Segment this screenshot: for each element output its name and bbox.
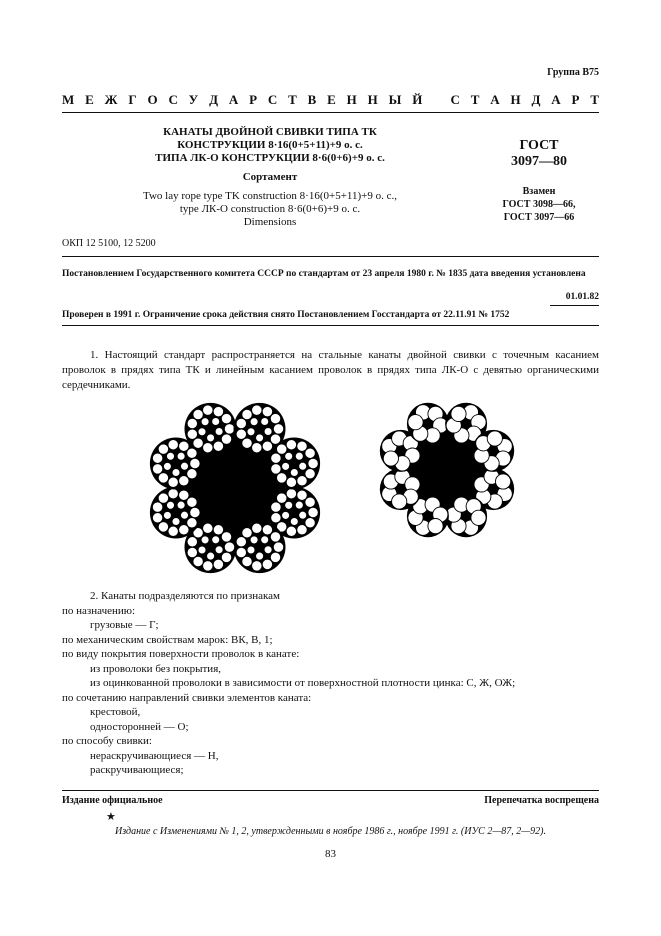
center-wire [490, 448, 496, 454]
inner-wire [290, 518, 298, 526]
list-item: односторонней — О; [90, 720, 189, 733]
outer-wire [224, 424, 234, 434]
inner-wire [207, 552, 215, 560]
inner-wire [282, 511, 290, 519]
center-wire [257, 426, 262, 431]
outer-wire [270, 413, 280, 423]
outer-wire [190, 507, 200, 517]
replaces-1: ГОСТ 3098—66, [502, 199, 576, 210]
inner-wire [177, 452, 185, 460]
outer-wire [271, 502, 281, 512]
outer-wire [252, 561, 262, 571]
footer-rule [62, 790, 599, 791]
rope-lko-cross-section [375, 393, 520, 548]
outer-wire [193, 556, 203, 566]
outer-wire [271, 453, 281, 463]
rope-core [185, 438, 285, 538]
list-item: нераскручивающиеся — Н, [90, 749, 219, 762]
outer-wire [187, 418, 197, 428]
banner-letter: Н [367, 92, 378, 107]
outer-wire [286, 526, 296, 536]
banner-letter: Е [85, 92, 94, 107]
outer-wire [297, 525, 307, 535]
banner-letter: А [228, 92, 239, 107]
inner-wire [264, 546, 272, 554]
inner-wire [215, 546, 223, 554]
banner-letter: В [307, 92, 317, 107]
inner-wire [247, 428, 255, 436]
inner-wire [295, 501, 303, 509]
strand-wire [392, 494, 407, 509]
outer-wire [273, 542, 283, 552]
banner-letter: Р [249, 92, 258, 107]
banner-letter: Е [327, 92, 336, 107]
center-wire [208, 545, 213, 550]
center-wire [398, 486, 404, 492]
page-number: 83 [325, 848, 336, 860]
decree-text: Постановлением Государственного комитета СССР по стандартам от 23 апреля 1980 г. № 1835 дата введения установлена [62, 269, 586, 279]
inner-wire [163, 462, 171, 470]
outer-wire [236, 429, 246, 439]
outer-wire [193, 438, 203, 448]
outer-wire [262, 559, 272, 569]
outer-wire [277, 493, 287, 503]
list-item: из проволоки без покрытия, [90, 662, 222, 675]
center-wire [292, 461, 297, 466]
decree-date: 01.01.82 [565, 292, 599, 302]
outer-wire [203, 443, 213, 453]
outer-wire [236, 537, 246, 547]
inner-wire [172, 518, 180, 526]
list-item: по механическим свойствам марок: ВК, В, 1; [62, 633, 273, 646]
outer-wire [158, 444, 168, 454]
title-line-1: КАНАТЫ ДВОЙНОЙ СВИВКИ ТИПА ТК [163, 126, 377, 138]
strand-wire [451, 406, 466, 421]
list-item: по сочетанию направлений свивки элементов каната: [62, 691, 312, 704]
outer-wire [286, 440, 296, 450]
paragraph-1: 1. Настоящий стандарт распространяется на стальные канаты двойной свивки с точечным касанием проволок в прядях типа ТК и линейным касанием проволок в прядях типа ЛК-О с девятью органическими сердечниками. [62, 349, 599, 391]
outer-wire [158, 493, 168, 503]
list-item: раскручивающиеся; [90, 764, 184, 776]
inner-wire [261, 418, 269, 426]
inner-wire [198, 428, 206, 436]
outer-wire [221, 532, 231, 542]
replaces-block [480, 185, 598, 224]
outer-wire [242, 409, 252, 419]
inner-wire [201, 536, 209, 544]
banner-space [433, 92, 440, 108]
center-wire [425, 421, 431, 427]
center-wire [173, 510, 178, 515]
banner-letter: Д [209, 92, 219, 107]
list-item: крестовой, [90, 706, 141, 718]
outer-wire [152, 502, 162, 512]
title-en-2: type ЛК-О construction 8·6(0+6)+9 o. c. [179, 203, 361, 215]
banner-letter: Й [412, 92, 423, 107]
inner-wire [163, 511, 171, 519]
inner-wire [212, 536, 220, 544]
banner-letter: С [168, 92, 178, 107]
outer-wire [273, 424, 283, 434]
outer-wire [187, 497, 197, 507]
banner-letter: С [450, 92, 460, 107]
outer-wire [168, 477, 178, 487]
outer-wire [297, 476, 307, 486]
outer-wire [179, 476, 189, 486]
center-wire [208, 426, 213, 431]
outer-wire [262, 441, 272, 451]
outer-wire [187, 429, 197, 439]
outer-wire [158, 522, 168, 532]
reprint-prohibited: Перепечатка воспрещена [484, 795, 599, 806]
inner-wire [172, 469, 180, 477]
banner-letter: Н [510, 92, 521, 107]
inner-wire [212, 418, 220, 426]
inner-wire [247, 546, 255, 554]
banner-letter: Д [531, 92, 541, 107]
outer-wire [271, 513, 281, 523]
outer-wire [203, 523, 213, 533]
inner-wire [264, 428, 272, 436]
inner-wire [201, 418, 209, 426]
banner-letter: Г [128, 92, 137, 107]
outer-wire [286, 477, 296, 487]
inner-wire [261, 536, 269, 544]
list-item: 2. Канаты подразделяются по признакам [90, 590, 280, 602]
outer-wire [252, 523, 262, 533]
okp-code: ОКП 12 5100, 12 5200 [62, 238, 156, 249]
banner-letter: С [267, 92, 278, 107]
banner-letter: У [188, 92, 199, 107]
outer-wire [277, 444, 287, 454]
inner-wire [282, 462, 290, 470]
outer-wire [190, 458, 200, 468]
outer-wire [158, 473, 168, 483]
outer-wire [187, 537, 197, 547]
center-wire [292, 510, 297, 515]
gost-number-block [480, 138, 598, 170]
inner-wire [256, 434, 264, 442]
center-wire [257, 545, 262, 550]
center-wire [490, 486, 496, 492]
outer-wire [179, 525, 189, 535]
outer-wire [221, 413, 231, 423]
outer-wire [305, 497, 315, 507]
banner-letter: Т [288, 92, 297, 107]
inner-wire [198, 546, 206, 554]
banner-letter: А [490, 92, 500, 107]
inner-wire [181, 462, 189, 470]
gost-label: ГОСТ [519, 138, 559, 153]
title-block [120, 126, 420, 229]
outer-wire [193, 409, 203, 419]
title-en-1: Two lay rope type TK construction 8·16(0+5+11)+9 o. c., [143, 190, 397, 202]
checked-rule [62, 325, 599, 326]
inner-wire [285, 501, 293, 509]
outer-wire [305, 448, 315, 458]
title-line-2: КОНСТРУКЦИИ 8·16(0+5+11)+9 о. с. [177, 139, 363, 151]
standard-banner [62, 92, 599, 108]
replaces-label: Взамен [522, 186, 556, 197]
strand-wire [383, 451, 398, 466]
banner-letter: Ж [104, 92, 118, 107]
outer-wire [152, 513, 162, 523]
inner-wire [285, 452, 293, 460]
title-line-3: ТИПА ЛК-О КОНСТРУКЦИИ 8·6(0+6)+9 о. с. [155, 152, 385, 164]
classification-list [62, 589, 599, 778]
outer-wire [252, 405, 262, 415]
inner-wire [290, 469, 298, 477]
outer-wire [224, 542, 234, 552]
title-en-3: Dimensions [243, 216, 297, 228]
list-item: по назначению: [62, 604, 136, 617]
strand-wire [496, 474, 511, 489]
outer-wire [242, 528, 252, 538]
outer-wire [236, 547, 246, 557]
strand-wire [428, 519, 443, 534]
banner-letter: Н [346, 92, 357, 107]
outer-wire [270, 532, 280, 542]
inner-wire [299, 462, 307, 470]
star-mark: ★ [106, 811, 116, 823]
outer-wire [168, 489, 178, 499]
gost-number: 3097—80 [511, 154, 567, 169]
inner-wire [167, 501, 175, 509]
official-edition: Издание официальное [62, 795, 163, 806]
inner-wire [215, 428, 223, 436]
banner-letter: М [62, 92, 75, 107]
title-subtitle: Сортамент [242, 171, 298, 183]
outer-wire [213, 559, 223, 569]
inner-wire [299, 511, 307, 519]
inner-wire [250, 536, 258, 544]
okp-rule [62, 256, 599, 257]
inner-wire [295, 452, 303, 460]
banner-letter: Р [571, 92, 580, 107]
inner-wire [256, 552, 264, 560]
list-item: по виду покрытия поверхности проволок в канате: [62, 648, 300, 660]
inner-wire [177, 501, 185, 509]
group-code: Группа В75 [547, 67, 599, 78]
outer-wire [308, 458, 318, 468]
strand-wire [471, 510, 486, 525]
outer-wire [203, 405, 213, 415]
inner-wire [207, 434, 215, 442]
outer-wire [242, 556, 252, 566]
header-rule [62, 112, 599, 113]
outer-wire [187, 547, 197, 557]
center-wire [463, 421, 469, 427]
replaces-2: ГОСТ 3097—66 [503, 212, 575, 223]
rope-tk-cross-section [140, 393, 330, 583]
inner-wire [181, 511, 189, 519]
outer-wire [213, 441, 223, 451]
list-item: по способу свивки: [62, 735, 152, 747]
outer-wire [286, 489, 296, 499]
banner-letter: Т [470, 92, 480, 107]
center-wire [173, 461, 178, 466]
outer-wire [308, 507, 318, 517]
outer-wire [242, 438, 252, 448]
date-rule [550, 305, 599, 306]
banner-letter: Ы [388, 92, 402, 107]
outer-wire [168, 440, 178, 450]
list-item: грузовые — Г; [90, 619, 159, 631]
outer-wire [152, 464, 162, 474]
outer-wire [252, 443, 262, 453]
strand-wire [408, 415, 423, 430]
outer-wire [203, 561, 213, 571]
outer-wire [277, 473, 287, 483]
outer-wire [168, 526, 178, 536]
center-wire [463, 513, 469, 519]
strand-wire [487, 431, 502, 446]
center-wire [398, 448, 404, 454]
banner-letter: Т [590, 92, 599, 107]
banner-letter: О [147, 92, 158, 107]
checked-text: Проверен в 1991 г. Ограничение срока действия снято Постановлением Госстандарта от 22.11.91 № 1752 [62, 310, 510, 320]
edition-note: Издание с Изменениями № 1, 2, утвержденными в ноябре 1986 г., ноябре 1991 г. (ИУС 2—87, 2—92). [115, 826, 546, 837]
inner-wire [250, 418, 258, 426]
center-wire [425, 513, 431, 519]
outer-wire [236, 418, 246, 428]
banner-letter: А [551, 92, 561, 107]
list-item: из оцинкованной проволоки в зависимости от поверхностной плотности цинка: С, Ж, ОЖ; [90, 677, 516, 689]
outer-wire [152, 453, 162, 463]
outer-wire [271, 464, 281, 474]
inner-wire [167, 452, 175, 460]
